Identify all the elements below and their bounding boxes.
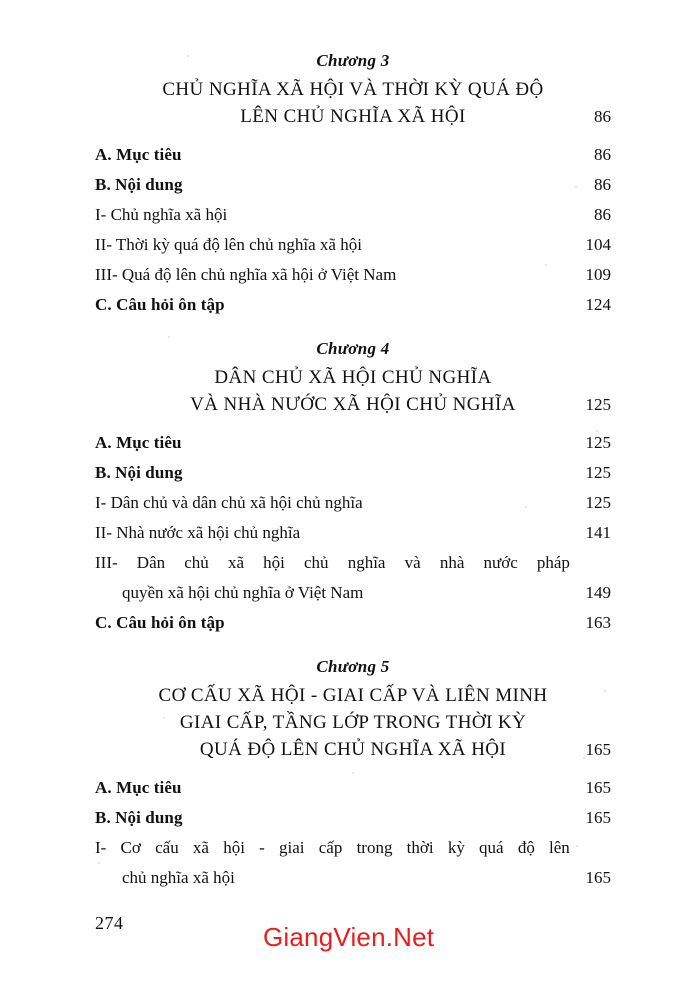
chapter-page-number-5: 165 <box>585 740 611 759</box>
toc-content <box>95 48 611 893</box>
toc-entry[interactable] <box>95 260 611 290</box>
spacer <box>95 320 611 336</box>
toc-entry-label: A. Mục tiêu <box>95 145 182 164</box>
toc-entry-wrapped[interactable] <box>95 833 611 893</box>
toc-entry-word: trong <box>356 838 393 857</box>
toc-entry-page: 86 <box>594 175 611 194</box>
toc-entry-label: C. Câu hỏi ôn tập <box>95 613 225 632</box>
toc-entry[interactable] <box>95 170 611 200</box>
toc-entry[interactable] <box>95 140 611 170</box>
toc-entry-word: cấu <box>155 838 179 857</box>
toc-entry-word: hội <box>223 838 245 857</box>
toc-entry-label: B. Nội dung <box>95 175 183 194</box>
toc-entry-word: giai <box>279 838 305 857</box>
toc-entry[interactable] <box>95 803 611 833</box>
toc-entry-word: thời <box>406 838 434 857</box>
toc-entry-word: Dân <box>136 553 166 572</box>
toc-entry-page: 125 <box>585 433 611 452</box>
toc-entry[interactable] <box>95 230 611 260</box>
chapter-number-3: Chương 3 <box>316 51 390 70</box>
chapter-number-4: Chương 4 <box>316 339 390 358</box>
toc-entry-page: 141 <box>585 523 611 542</box>
toc-entry[interactable] <box>95 773 611 803</box>
toc-entry-page: 163 <box>585 613 611 632</box>
chapter-title-line-3-1: CHỦ NGHĨA XÃ HỘI VÀ THỜI KỲ QUÁ ĐỘ <box>162 79 544 100</box>
toc-entry-page: 86 <box>594 205 611 224</box>
toc-entry-word: chủ <box>184 553 209 572</box>
toc-entry[interactable] <box>95 518 611 548</box>
toc-entry-label: II- Thời kỳ quá độ lên chủ nghĩa xã hội <box>95 235 362 254</box>
toc-entry[interactable] <box>95 488 611 518</box>
chapter-title-text: VÀ NHÀ NƯỚC XÃ HỘI CHỦ NGHĨA <box>190 394 516 415</box>
toc-entry[interactable] <box>95 290 611 320</box>
toc-entry-word: nước <box>483 553 518 572</box>
toc-entry-page: 125 <box>585 493 611 512</box>
toc-entry-word: xã <box>227 553 244 572</box>
chapter-page-number-4: 125 <box>585 395 611 414</box>
toc-entry-label: I- Dân chủ và dân chủ xã hội chủ nghĩa <box>95 493 363 512</box>
toc-entry-word: kỳ <box>447 838 465 857</box>
page-folio-number: 274 <box>95 913 124 933</box>
toc-entry-word: I- <box>95 838 107 857</box>
toc-entry-word: hội <box>263 553 285 572</box>
toc-entry-label: I- Chủ nghĩa xã hội <box>95 205 228 224</box>
toc-entry-wrapped[interactable] <box>95 548 611 608</box>
spacer <box>95 418 611 428</box>
chapter-heading-5 <box>95 654 611 763</box>
chapter-title-line-5-1: CƠ CẤU XÃ HỘI - GIAI CẤP VÀ LIÊN MINH <box>158 685 548 706</box>
toc-entry-page: 86 <box>594 145 611 164</box>
toc-entry[interactable] <box>95 608 611 638</box>
toc-entry[interactable] <box>95 200 611 230</box>
chapter-number-5: Chương 5 <box>316 657 390 676</box>
chapter-title-line-5-2: GIAI CẤP, TẦNG LỚP TRONG THỜI KỲ <box>179 712 527 733</box>
chapter-page-number-3: 86 <box>594 107 611 126</box>
toc-entry-line-justified <box>95 548 570 578</box>
toc-entry-page: 124 <box>585 295 611 314</box>
toc-entry-line-justified <box>95 833 570 863</box>
toc-entry-label: C. Câu hỏi ôn tập <box>95 295 225 314</box>
toc-entry-page: 104 <box>585 235 611 254</box>
toc-entry-word: III- <box>95 553 118 572</box>
chapter-title-text: QUÁ ĐỘ LÊN CHỦ NGHĨA XÃ HỘI <box>199 739 507 760</box>
toc-entry-word: cấp <box>318 838 343 857</box>
toc-entry-word: và <box>404 553 421 572</box>
toc-entry-word: nghĩa <box>347 553 386 572</box>
toc-entry-page: 165 <box>585 778 611 797</box>
toc-entry-word: Cơ <box>120 838 141 857</box>
spacer <box>95 763 611 773</box>
toc-entry-word: chủ <box>304 553 329 572</box>
toc-entry-label-cont: chủ nghĩa xã hội <box>122 868 235 887</box>
toc-entry-word: độ <box>517 838 535 857</box>
toc-entry-page: 109 <box>585 265 611 284</box>
chapter-heading-4 <box>95 336 611 418</box>
toc-entry-page: 149 <box>585 583 611 602</box>
spacer <box>95 130 611 140</box>
spacer <box>95 638 611 654</box>
chapter-title-line-5-3 <box>95 736 611 763</box>
toc-entry-label: II- Nhà nước xã hội chủ nghĩa <box>95 523 301 542</box>
chapter-heading-3 <box>95 48 611 130</box>
toc-entry-label: A. Mục tiêu <box>95 433 182 452</box>
toc-entry-label: A. Mục tiêu <box>95 778 182 797</box>
toc-entry[interactable] <box>95 458 611 488</box>
toc-entry-word: - <box>259 838 265 857</box>
toc-entry-line-continuation <box>95 863 611 893</box>
toc-entry-label: B. Nội dung <box>95 808 183 827</box>
toc-entry-page: 165 <box>585 868 611 887</box>
chapter-title-line-4-2 <box>95 391 611 418</box>
toc-entry-word: xã <box>192 838 209 857</box>
toc-entry-word: pháp <box>536 553 570 572</box>
toc-entry[interactable] <box>95 428 611 458</box>
toc-entry-page: 165 <box>585 808 611 827</box>
toc-entry-label: B. Nội dung <box>95 463 183 482</box>
chapter-title-line-3-2 <box>95 103 611 130</box>
site-watermark: GiangVien.Net <box>263 922 435 952</box>
toc-entry-word: lên <box>549 838 570 857</box>
toc-entry-label-cont: quyền xã hội chủ nghĩa ở Việt Nam <box>122 583 364 602</box>
toc-entry-page: 125 <box>585 463 611 482</box>
toc-entry-label: III- Quá độ lên chủ nghĩa xã hội ở Việt Nam <box>95 265 397 284</box>
toc-entry-word: nhà <box>439 553 465 572</box>
toc-entry-line-continuation <box>95 578 611 608</box>
chapter-title-text: LÊN CHỦ NGHĨA XÃ HỘI <box>240 106 466 127</box>
chapter-title-line-4-1: DÂN CHỦ XÃ HỘI CHỦ NGHĨA <box>214 367 492 388</box>
toc-entry-word: quá <box>479 838 504 857</box>
